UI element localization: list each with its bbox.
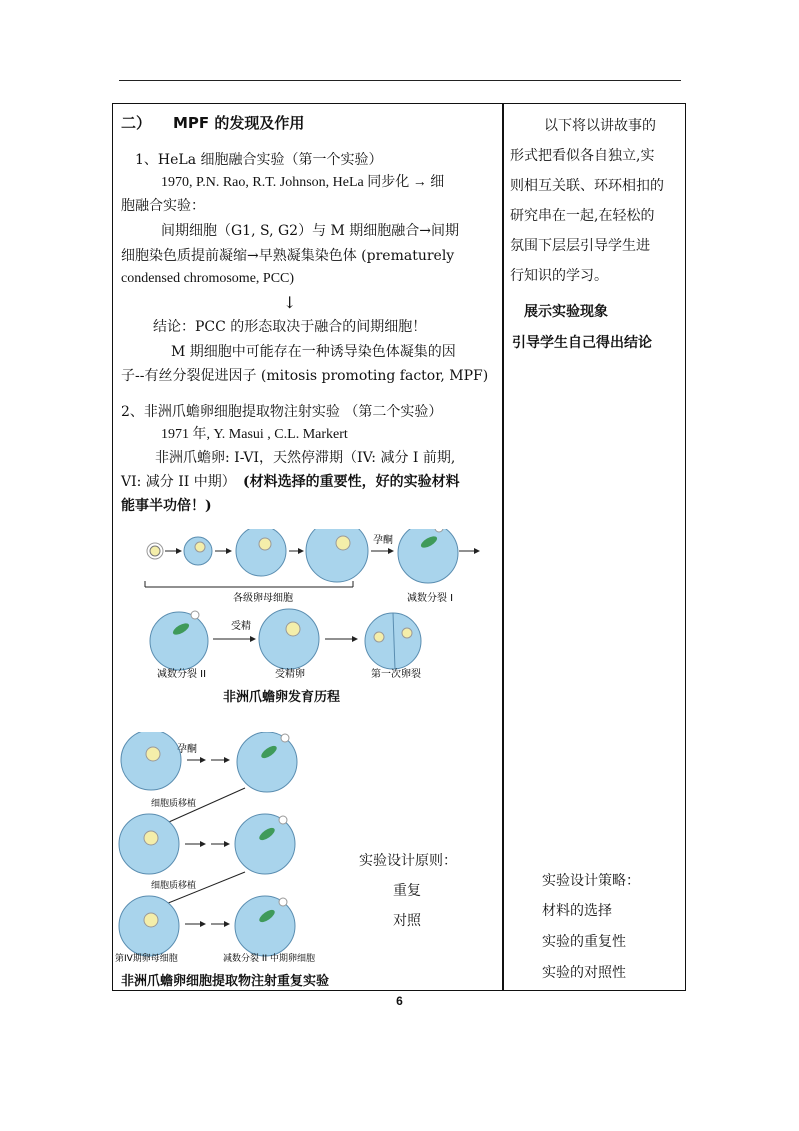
exp1-line3: 间期细胞（G1, S, G2）与 M 期细胞融合→间期 [161, 223, 460, 239]
header-rule [119, 80, 681, 81]
meiosis2-egg [150, 612, 208, 670]
diagram2-caption: 非洲爪蟾卵细胞提取物注射重复实验 [121, 974, 330, 989]
principle-repeat: 重复 [393, 883, 421, 899]
section-title: MPF 的发现及作用 [173, 114, 305, 132]
label-fertilize: 受精 [231, 621, 251, 632]
exp1-title: 1、HeLa 细胞融合实验（第一个实验） [135, 152, 383, 168]
side-p1-line3: 则相互关联、环环相扣的 [510, 178, 664, 194]
label-progesterone-2: 孕酮 [177, 744, 197, 755]
label-stage4: 第IV期卵母细胞 [115, 954, 178, 962]
label-meiosis2: 减数分裂 II [157, 669, 207, 679]
label-oocytes: 各级卵母细胞 [233, 593, 293, 604]
main-column [113, 104, 502, 990]
exp1-line7: 子--有丝分裂促进因子 (mitosis promoting factor, MPF) [121, 368, 489, 384]
oocyte-stage-2 [236, 529, 286, 576]
exp2-line3a: VI: 减分 II 中期） [121, 474, 236, 490]
exp2-line2: 非洲爪蟾卵: I-VI，天然停滞期（IV: 减分 I 前期, [155, 450, 456, 466]
side-column [504, 104, 684, 990]
exp1-line2: 胞融合实验： [121, 198, 205, 214]
exp2-line4: 能事半功倍！) [121, 498, 212, 514]
side-p1-line2: 形式把看似各自独立,实 [510, 148, 655, 164]
strategy-control: 实验的对照性 [542, 965, 626, 981]
injection-row-2 [119, 814, 295, 910]
label-progesterone: 孕酮 [373, 535, 393, 546]
side-p1-line1: 以下将以讲故事的 [544, 118, 656, 134]
side-p1-line6: 行知识的学习。 [510, 268, 608, 284]
label-fertilized-egg: 受精卵 [275, 669, 305, 679]
label-first-cleavage: 第一次卵裂 [371, 669, 421, 679]
exp1-line4: 细胞染色质提前凝缩→早熟凝集染色体 (prematurely [121, 248, 455, 264]
oocyte-stage-0 [150, 546, 160, 556]
oocyte-row-1 [145, 529, 479, 604]
strategy-repeatability: 实验的重复性 [542, 934, 626, 950]
injection-row-3 [115, 896, 315, 962]
injection-experiment-diagram [115, 732, 335, 962]
side-guide-conclusion: 引导学生自己得出结论 [512, 335, 652, 351]
page-number: 6 [396, 994, 403, 1008]
oocyte-row-2 [150, 609, 421, 679]
meiosis1-egg [398, 529, 458, 583]
exp1-line5: condensed chromosome, PCC) [121, 271, 295, 286]
exp1-down-arrow: ↓ [283, 293, 297, 312]
exp2-line3b: (材料选择的重要性，好的实验材料 [243, 474, 460, 490]
side-show-phenomena: 展示实验现象 [524, 304, 608, 320]
content-table [112, 103, 686, 991]
exp2-title: 2、非洲爪蟾卵细胞提取物注射实验 （第二个实验） [121, 404, 443, 420]
section-number: 二） [121, 114, 152, 132]
diagram1-caption: 非洲爪蟾卵发育历程 [223, 690, 341, 705]
fertilized-egg [259, 609, 319, 669]
principles-title: 实验设计原则： [359, 853, 457, 869]
exp1-line1: 1970, P.N. Rao, R.T. Johnson, HeLa 同步化 → 细 [161, 175, 445, 190]
strategy-title: 实验设计策略： [542, 873, 640, 889]
label-transfer-1: 细胞质移植 [151, 799, 197, 809]
xenopus-development-diagram [143, 529, 483, 679]
exp1-line6: M 期细胞中可能存在一种诱导染色体凝集的因 [171, 344, 456, 360]
side-p1-line4: 研究串在一起,在轻松的 [510, 208, 655, 224]
principle-control: 对照 [393, 913, 421, 929]
label-transfer-2: 细胞质移植 [151, 881, 197, 891]
label-meiosis1: 减数分裂 I [407, 593, 454, 604]
label-meiosis2-metaphase: 减数分裂 II 中期卵细胞 [223, 954, 316, 962]
side-p1-line5: 氛围下层层引导学生进 [510, 238, 650, 254]
strategy-material: 材料的选择 [542, 903, 612, 919]
exp2-line1: 1971 年, Y. Masui , C.L. Markert [161, 427, 348, 442]
exp1-conclusion: 结论：PCC 的形态取决于融合的间期细胞！ [153, 319, 427, 335]
oocyte-stage-3 [306, 529, 368, 582]
